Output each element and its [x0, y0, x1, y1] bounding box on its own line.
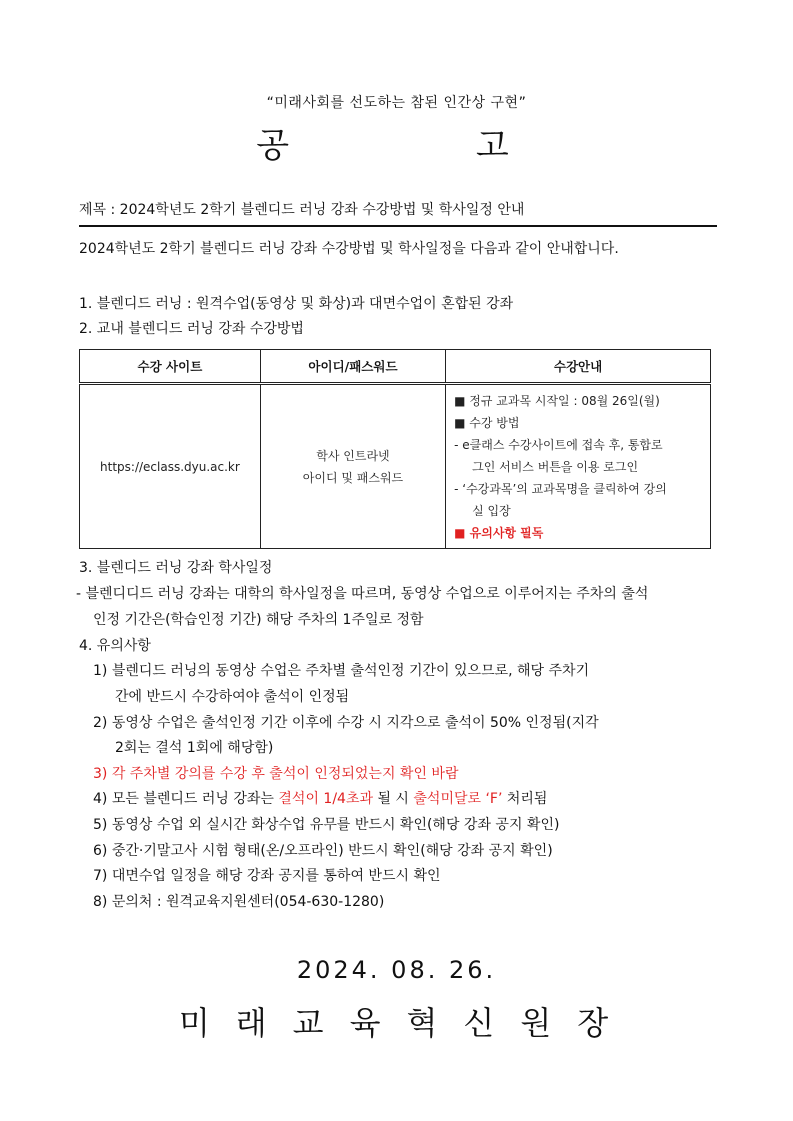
notice-1-cont: 간에 반드시 수강하여야 출석이 인정됨: [115, 689, 350, 705]
header-credentials: 아이디/패스워드: [260, 350, 445, 384]
notice-4-fail: 출석미달로 ‘F’: [413, 791, 503, 807]
notice-4-middle: 될 시: [373, 791, 414, 807]
divider: [79, 225, 717, 227]
subject-line: 제목 : 2024학년도 2학기 블렌디드 러닝 강좌 수강방법 및 학사일정 안내: [79, 202, 525, 218]
notice-6: 6) 중간·기말고사 시험 형태(온/오프라인) 반드시 확인(해당 강좌 공지 확인): [93, 843, 553, 859]
section-3-title: 3. 블렌디드 러닝 강좌 학사일정: [79, 560, 273, 576]
notice-4-prefix: 4) 모든 블렌디드 러닝 강좌는: [93, 791, 279, 807]
notice-2-cont: 2회는 결석 1회에 해당함): [115, 740, 274, 756]
section-4-title: 4. 유의사항: [79, 638, 151, 654]
section-1: 1. 블렌디드 러닝 : 원격수업(동영상 및 화상)과 대면수업이 혼합된 강좌: [79, 296, 514, 312]
notice-4-suffix: 처리됨: [502, 791, 548, 807]
notice-2: 2) 동영상 수업은 출석인정 기간 이후에 수강 시 지각으로 출석이 50% 인정됨(지각: [93, 715, 599, 731]
notice-1: 1) 블렌디드 러닝의 동영상 수업은 주차별 출석인정 기간이 있으므로, 해당 주차기: [93, 663, 590, 679]
slogan: “미래사회를 선도하는 참된 인간상 구현”: [266, 95, 527, 111]
section-3-line-2: 인정 기간은(학습인정 기간) 해당 주차의 1주일로 정함: [93, 612, 424, 628]
guide-step-1: - e클래스 수강사이트에 접속 후, 통합로: [454, 438, 663, 452]
notice-7: 7) 대면수업 일정을 해당 강좌 공지를 통하여 반드시 확인: [93, 868, 441, 884]
table-row: [80, 384, 711, 549]
guide-step-2: - ‘수강과목’의 교과목명을 클릭하여 강의: [454, 482, 667, 496]
guide-caution: ■ 유의사항 필독: [454, 526, 544, 540]
table-header-row: [80, 350, 711, 384]
credentials-line-1: 학사 인트라넷: [316, 448, 390, 463]
guide-step-2-cont: 실 입장: [472, 504, 511, 518]
site-url[interactable]: https://eclass.dyu.ac.kr: [80, 384, 261, 549]
credentials-line-2: 아이디 및 패스워드: [302, 470, 404, 485]
notice-3: 3) 각 주차별 강의를 수강 후 출석이 인정되었는지 확인 바람: [93, 766, 459, 782]
page-title: 공 고: [256, 126, 597, 166]
credentials-cell: [260, 384, 445, 549]
notice-4: [93, 788, 547, 808]
guide-cell: [446, 384, 711, 549]
header-guide: 수강안내: [446, 350, 711, 384]
notice-8: 8) 문의처 : 원격교육지원센터(054-630-1280): [93, 894, 385, 910]
section-3-line-1: - 블렌디디드 러닝 강좌는 대학의 학사일정을 따르며, 동영상 수업으로 이루어지는 주차의 출석: [76, 586, 649, 602]
guide-start-date: ■ 정규 교과목 시작일 : 08월 26일(월): [454, 394, 660, 408]
section-2-title: 2. 교내 블렌디드 러닝 강좌 수강방법: [79, 321, 304, 337]
notice-date: 2024. 08. 26.: [296, 956, 497, 984]
issuing-office: 미래교육혁신원장: [178, 1004, 635, 1042]
header-site: 수강 사이트: [80, 350, 261, 384]
course-info-table: [79, 349, 711, 549]
guide-step-1-cont: 그인 서비스 버튼을 이용 로그인: [472, 460, 639, 474]
notice-4-absence: 결석이 1/4초과: [278, 791, 373, 807]
guide-method-title: ■ 수강 방법: [454, 416, 520, 430]
notice-5: 5) 동영상 수업 외 실시간 화상수업 유무를 반드시 확인(해당 강좌 공지 확인): [93, 817, 560, 833]
intro-text: 2024학년도 2학기 블렌디드 러닝 강좌 수강방법 및 학사일정을 다음과 같이 안내합니다.: [79, 241, 619, 257]
